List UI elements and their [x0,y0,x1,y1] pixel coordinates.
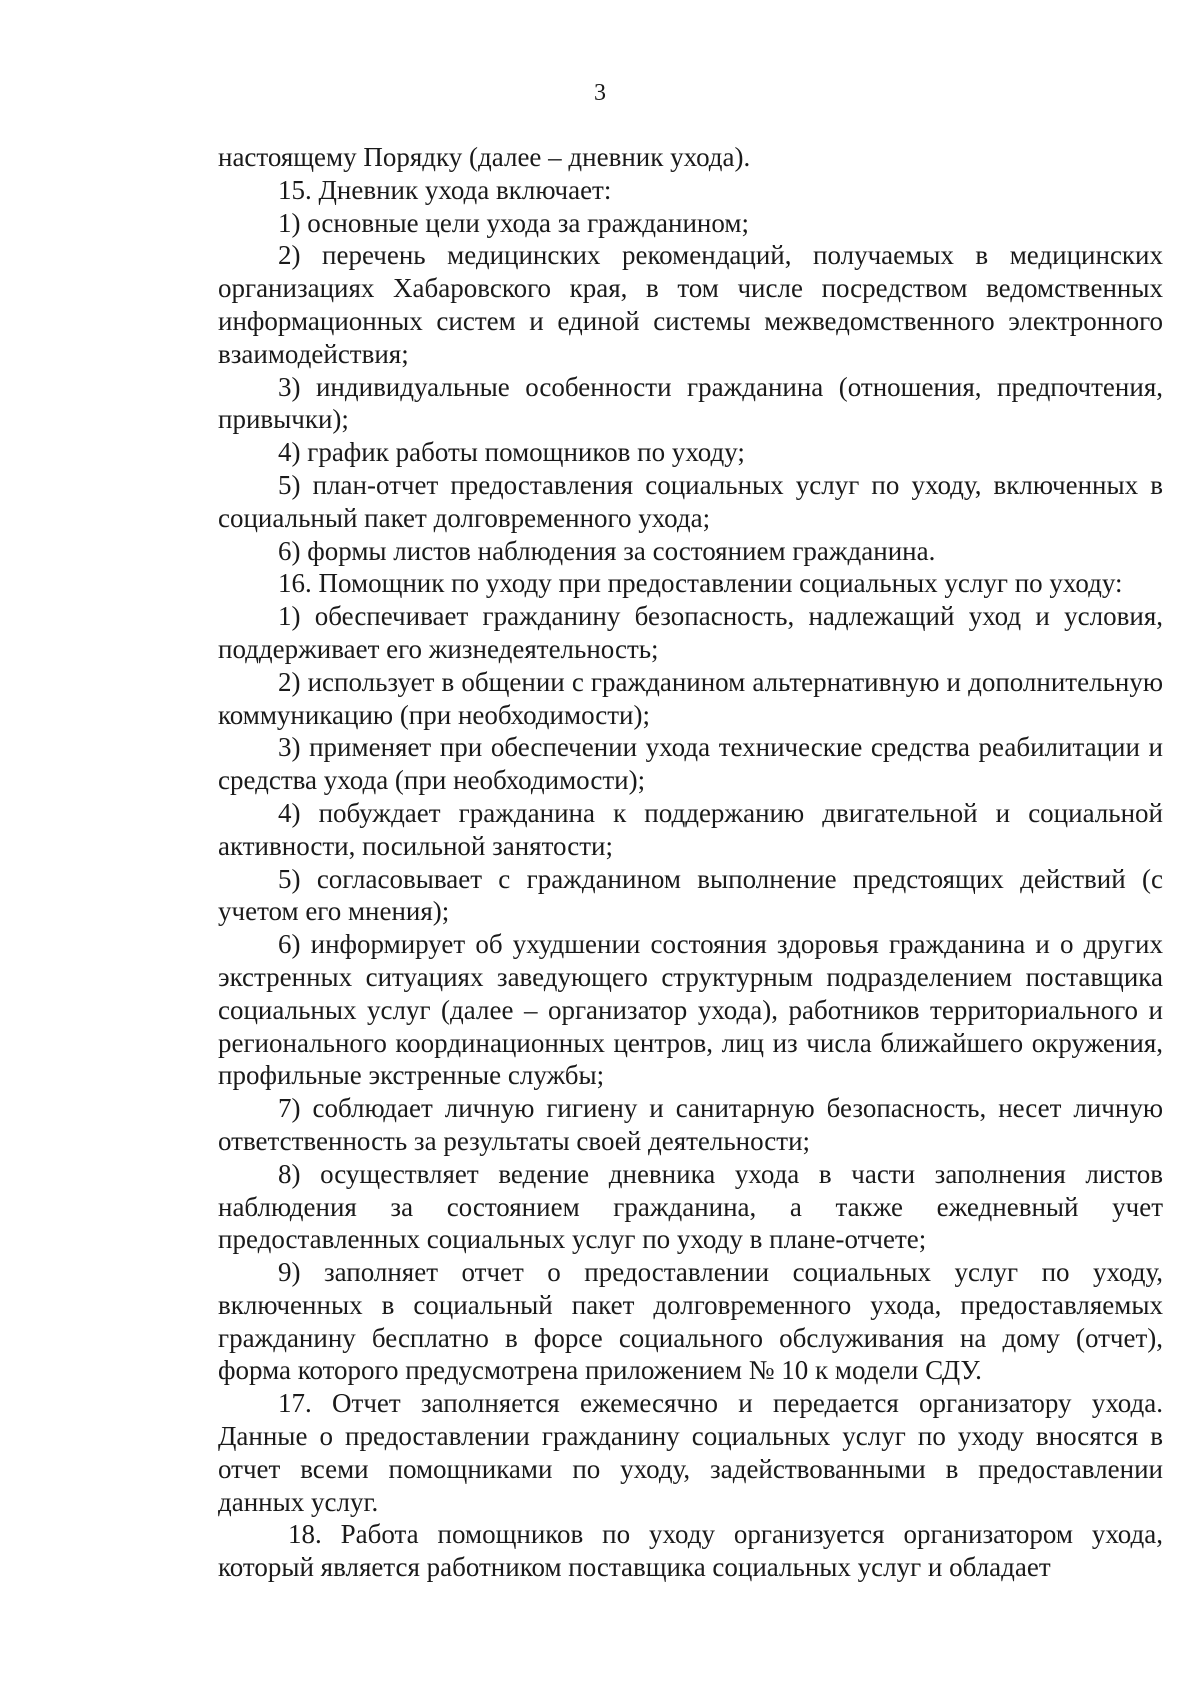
paragraph-16-item-3: 3) применяет при обеспечении ухода технические средства реабилитации и средства ухода (при необходимости); [218,732,1163,796]
paragraph-16-item-4: 4) побуждает гражданина к поддержанию двигательной и социальной активности, посильной занятости; [218,797,1163,861]
paragraph-15-item-4: 4) график работы помощников по уходу; [278,437,745,468]
paragraph-16-item-6: 6) информирует об ухудшении состояния здоровья гражданина и о других экстренных ситуациях заведующего структурным подразделением поставщика социальных услуг (далее – организатор ухода), работников территориального и регионального координационных центров, лиц из числа ближайшего окружения, профильные экстренные службы; [218,929,1163,1091]
document-body [218,141,1163,1584]
paragraph-17: 17. Отчет заполняется ежемесячно и передается организатору ухода. Данные о предоставлении гражданину социальных услуг по уходу вносятся в отчет всеми помощниками по уходу, задействованными в предоставлении данных услуг. [218,1388,1163,1517]
paragraph-continuation: настоящему Порядку (далее – дневник ухода). [218,142,751,172]
paragraph-15-item-2: 2) перечень медицинских рекомендаций, получаемых в медицинских организациях Хабаровского края, в том числе посредством ведомственных информационных систем и единой системы межведомственного электронного взаимодействия; [218,240,1163,369]
paragraph-16-item-7: 7) соблюдает личную гигиену и санитарную безопасность, несет личную ответственность за результаты своей деятельности; [218,1093,1163,1156]
paragraph-15-item-3: 3) индивидуальные особенности гражданина (отношения, предпочтения, привычки); [218,371,1163,435]
page-number: 3 [594,80,606,106]
paragraph-16-heading: 16. Помощник по уходу при предоставлении социальных услуг по уходу: [278,568,1123,599]
paragraph-16-item-8: 8) осуществляет ведение дневника ухода в части заполнения листов наблюдения за состоянием гражданина, а также ежедневный учет предоставленных социальных услуг по уходу в плане-отчете; [218,1158,1163,1255]
paragraph-18: 18. Работа помощников по уходу организуется организатором ухода, который является работником поставщика социальных услуг и обладает [218,1519,1163,1583]
paragraph-16-item-2: 2) использует в общении с гражданином альтернативную и дополнительную коммуникацию (при необходимости); [218,666,1163,730]
paragraph-15-item-6: 6) формы листов наблюдения за состоянием гражданина. [278,535,936,566]
paragraph-16-item-1: 1) обеспечивает гражданину безопасность, надлежащий уход и условия, поддерживает его жизнедеятельность; [218,601,1163,664]
paragraph-15-heading: 15. Дневник ухода включает: [278,174,612,205]
paragraph-16-item-9: 9) заполняет отчет о предоставлении социальных услуг по уходу, включенных в социальный пакет долговременного ухода, предоставляемых гражданину бесплатно в форсе социального обслуживания на дому (отчет), форма которого предусмотрена приложением № 10 к модели СДУ. [218,1257,1163,1386]
paragraph-15-item-1: 1) основные цели ухода за гражданином; [278,207,749,238]
paragraph-15-item-5: 5) план-отчет предоставления социальных услуг по уходу, включенных в социальный пакет долговременного ухода; [218,469,1163,533]
paragraph-16-item-5: 5) согласовывает с гражданином выполнение предстоящих действий (с учетом его мнения); [218,863,1163,927]
